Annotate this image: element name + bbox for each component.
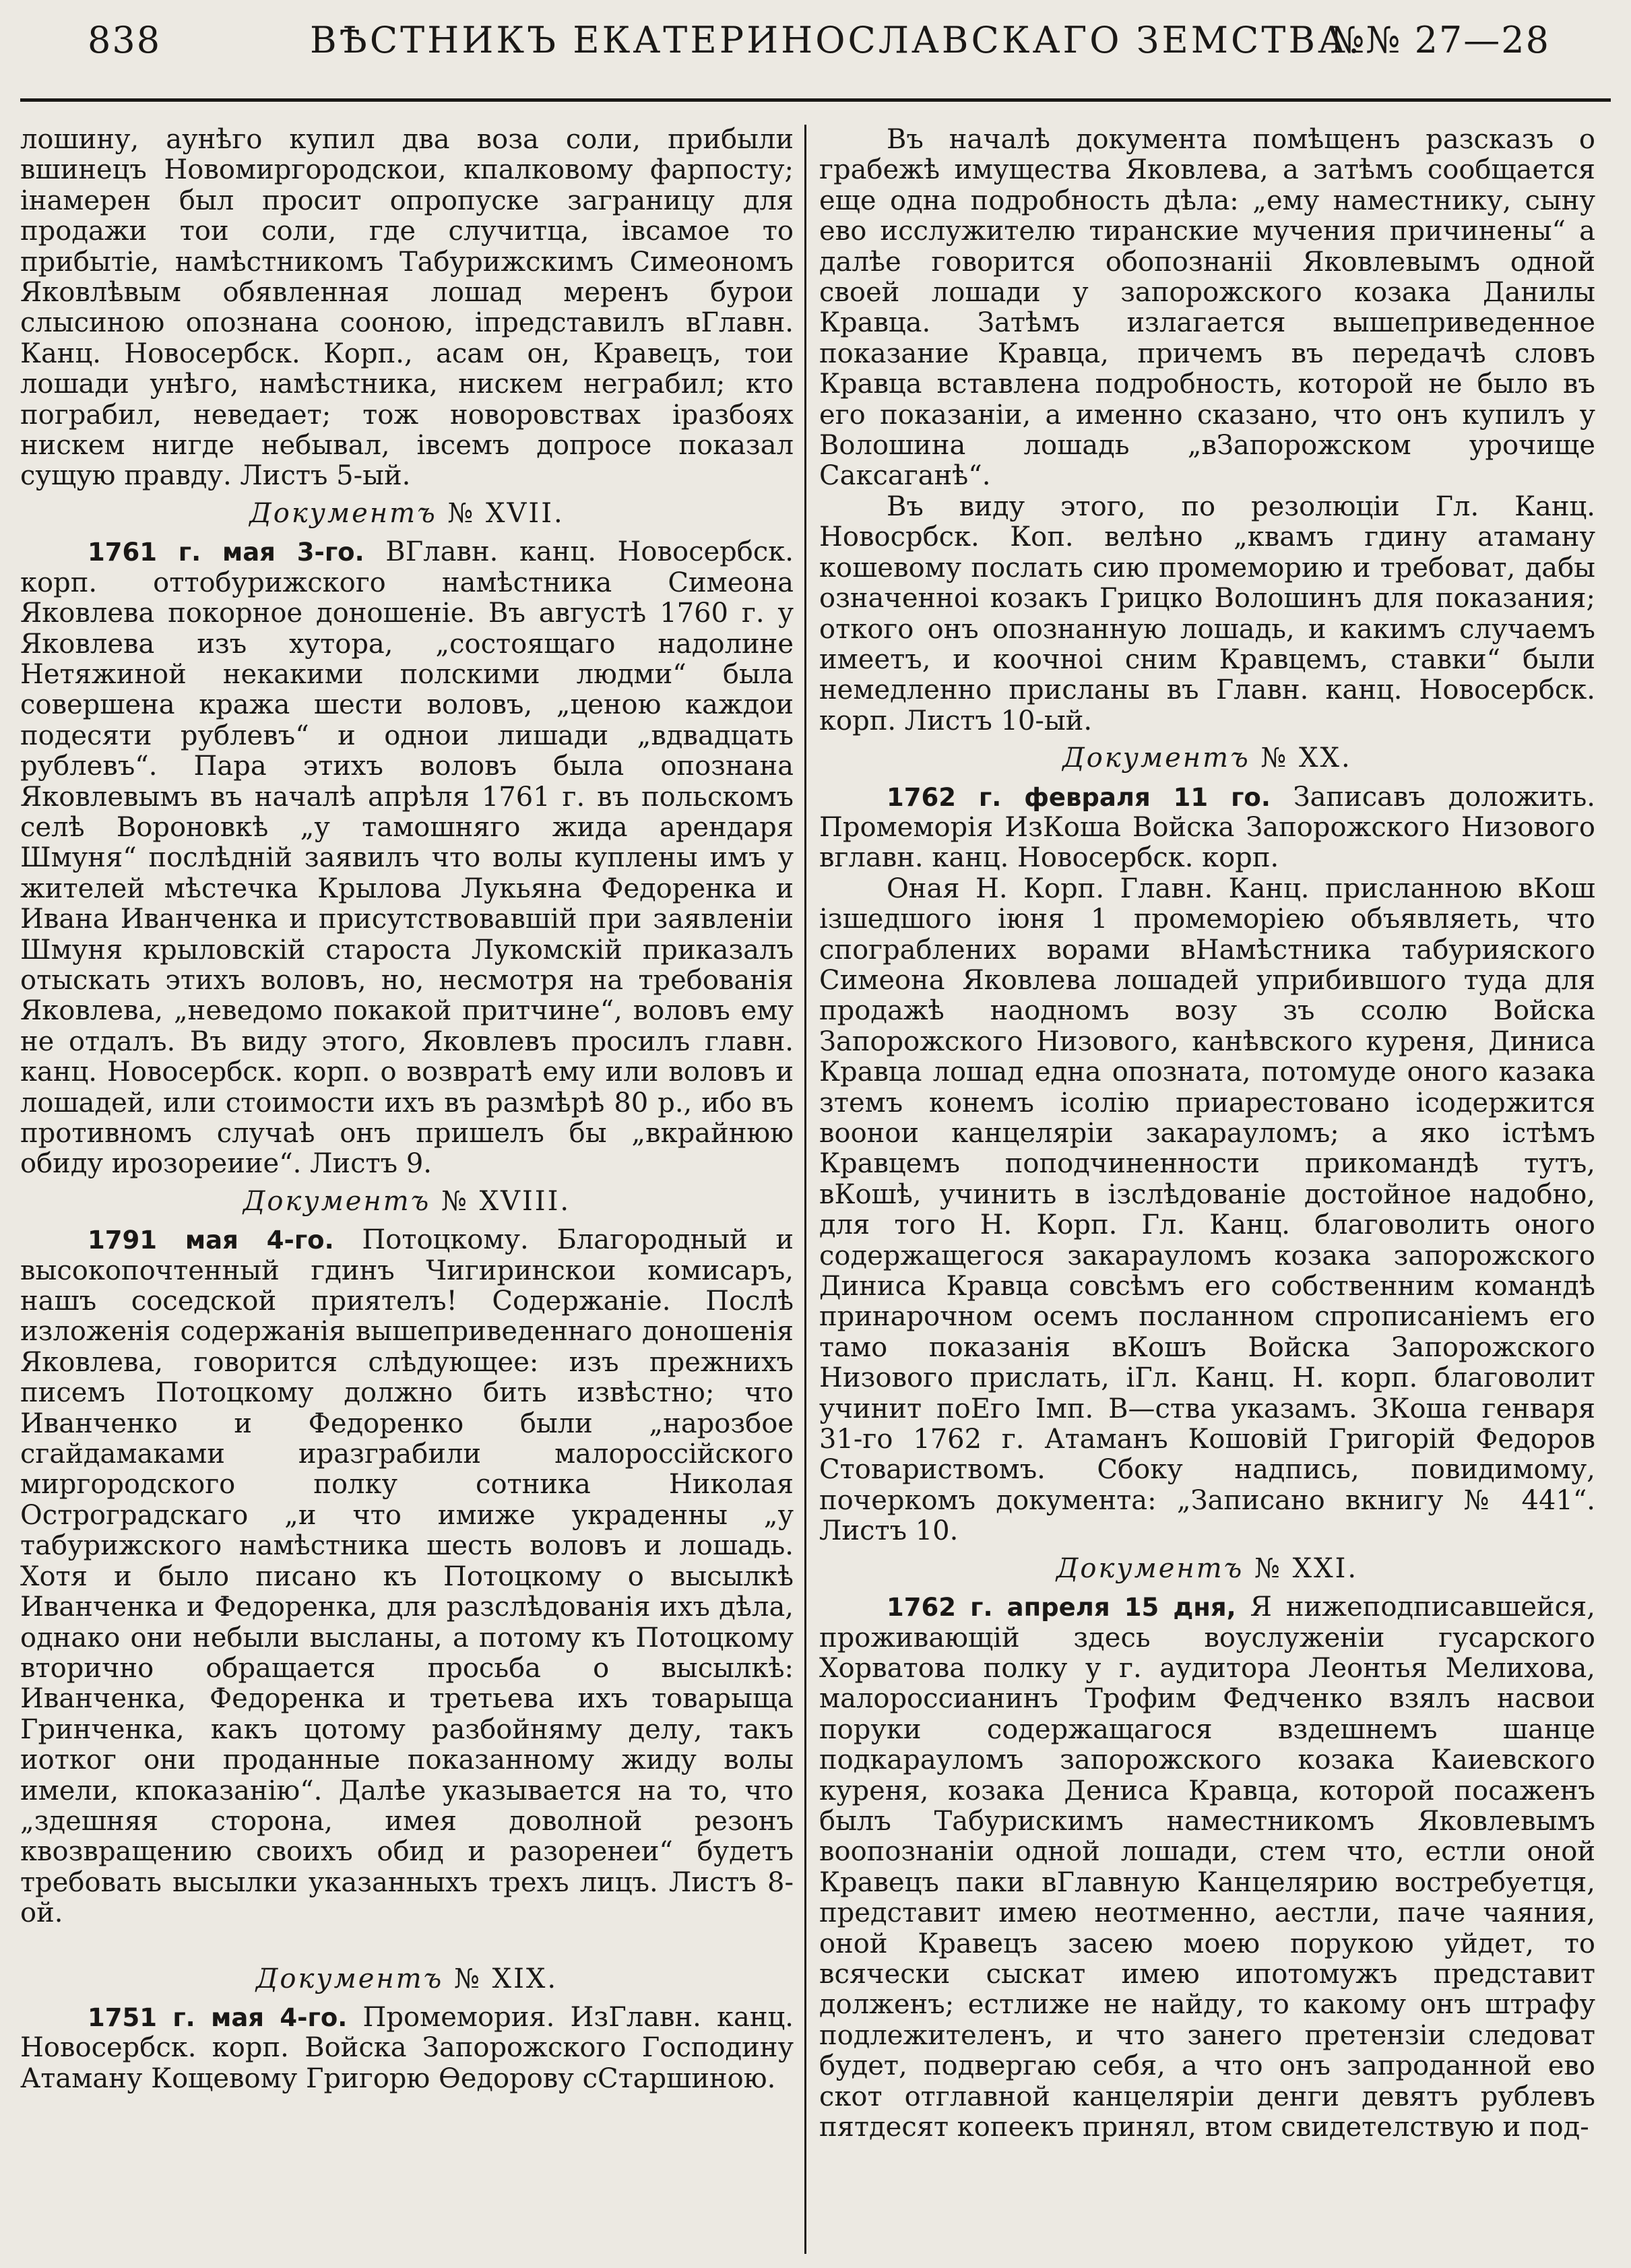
left-column xyxy=(20,125,794,2094)
document-20-intro: 1762 г. февраля 11 го. Записавъ доложить. Промеморiя ИзКоша Войска Запорожского Низового вглавн. канц. Новосербск. корп. xyxy=(819,781,1595,874)
document-20-date: 1762 г. февраля 11 го. xyxy=(887,782,1271,812)
document-20-body: Оная Н. Корп. Главн. Канц. присланною вКош ізшедшого іюня 1 промеморiею объявляеть, что спограблених ворами вНамѣстника табурияского Симеона Яковлева лошадей уприбившого туда для продажѣ наодномъ возу зъ ссолю Войска Запорожского Низового, канѣвского куреня, Диниса Кравца лошад една опозната, потомуде оного казака зтемъ конемъ ісолію приарестовано ісодержится воонои канцеляріи закарауломъ; а яко істѣмъ Кравцемъ поподчиненности прикомандѣ тутъ, вКошѣ, учинить в ізслѣдованіе достойное надобно, для того Н. Корп. Гл. Канц. благоволить оного содержащегося закарауломъ козака запорожского Диниса Кравца совсѣмъ его собственним командѣ принарочном осемъ посланном спрописанiемъ его тамо показанiя вКошъ Войска Запорожского Низового прислать, іГл. Канц. Н. корп. благоволит учинит поЕго Імп. В—ства указамъ. ЗКоша генваря 31-го 1762 г. Атаманъ Кошовій Григорій Федоров Стовариствомъ. Сбоку надпись, повидимому, почеркомъ документа: „Записано вкнигу № 441“. Листъ 10. xyxy=(819,873,1595,1547)
document-17-date: 1761 г. мая 3-го. xyxy=(88,538,364,567)
header-rule xyxy=(20,98,1611,102)
journal-title: ВѢСТНИКЪ ЕКАТЕРИНОСЛАВСКАГО ЗЕМСТВА. xyxy=(310,19,1363,61)
document-19-body: 1751 г. мая 4-го. Промемория. ИзГлавн. канц. Новосербск. корп. Войска Запорожского Господину Атаману Кощевому Григорю Өедорову сСтаршиною. xyxy=(20,2001,794,2094)
continued-paragraph: лошину, аунѣго купил два воза соли, прибыли вшинецъ Новомиргородскои, кпалковому фарпосту; інамерен был просит опропуске заграницу для продажи тои соли, где случитца, івсамое то прибытіе, намѣстникомъ Табурижскимъ Симеономъ Яковлѣвым обявленная лошад меренъ бурои слысиною опознана сооною, іпредставилъ вГлавн. Канц. Новосербск. Корп., асам он, Кравецъ, тои лошади унѣго, намѣстника, нискем неграбил; кто пограбил, неведает; тож новоровствах іразбоях нискем нигде небывал, івсемъ допросе показал сущую правду. Листъ 5-ый. xyxy=(20,124,794,492)
document-18-body: 1791 мая 4-го. Потоцкому. Благородный и высокопочтенный гдинъ Чигиринскои комисаръ, нашъ соседской приятелъ! Содержаніе. Послѣ изложенія содержанія вышеприведеннаго доношенія Яковлева, говорится слѣдующее: изъ прежнихъ писемъ Потоцкому должно бить извѣстно; что Иванченко и Федоренко были „нарозбое сгайдамаками иразграбили малороссійского миргородского полку сотника Николая Остроградскаго „и что имиже украденны „у табурижского намѣстника шесть воловъ и лошадь. Хотя и было писано къ Потоцкому о высылкѣ Иванченка и Федоренка, для разслѣдованія ихъ дѣла, однако они небыли высланы, а потому къ Потоцкому вторично обращается просьба о высылкѣ: Иванченка, Федоренка и третьева ихъ товарыща Гринченка, какъ цотому разбойняму делу, такъ иотког они проданные показанному жиду волы имели, кпоказанію“. Далѣе указывается на то, что „здешняя сторона, имея доволной резонъ квозвращению своихъ обид и разоренеи“ будетъ требовать высылки указанныхъ трехъ лицъ. Листъ 8-ой. xyxy=(20,1224,794,1929)
right-column xyxy=(819,125,1595,2143)
document-17-heading: Документъ № XVII. xyxy=(249,497,565,529)
document-21-heading: Документъ № XXI. xyxy=(1056,1552,1359,1584)
document-17-body: 1761 г. мая 3-го. ВГлавн. канц. Новосербск. корп. оттобурижского намѣстника Симеона Яковлева покорное доношеніе. Въ августѣ 1760 г. у Яковлева изъ хутора, „состоящаго надолине Нетяжиной некакими полскими людми“ была совершена кража шести воловъ, „ценою каждои подесяти рублевъ“ и однои лишади „вдвадцать рублевъ“. Пара этихъ воловъ была опознана Яковлевымъ въ началѣ апрѣля 1761 г. въ польскомъ селѣ Вороновкѣ „у тамошняго жида арендаря Шмуня“ послѣдній заявилъ что волы куплены имъ у жителей мѣстечка Крылова Лукьяна Федоренка и Ивана Иванченка и присутствовавшій при заявленіи Шмуня крыловскій староста Лукомскій приказалъ отыскать этихъ воловъ, но, несмотря на требованія Яковлева, „неведомо покакой притчине“, воловъ ему не отдалъ. Въ виду этого, Яковлевъ просилъ главн. канц. Новосербск. корп. о возвратѣ ему или воловъ и лошадей, или стоимости ихъ въ размѣрѣ 80 р., ибо въ противномъ случаѣ онъ пришелъ бы „вкрайнюю обиду ирозореиие“. Листъ 9. xyxy=(20,536,794,1180)
document-20-heading: Документъ № XX. xyxy=(1062,743,1352,774)
document-21-date: 1762 г. апреля 15 дня, xyxy=(887,1593,1236,1623)
column-divider xyxy=(804,125,806,2254)
document-18-date: 1791 мая 4-го. xyxy=(88,1226,334,1255)
document-19-date: 1751 г. мая 4-го. xyxy=(88,2003,348,2032)
document-19-heading: Документъ № XIX. xyxy=(255,1963,558,1994)
document-18-heading: Документъ № XVIII. xyxy=(243,1185,571,1217)
running-header xyxy=(0,0,1631,101)
document-21-body: 1762 г. апреля 15 дня, Я нижеподписавшейся, проживающій здесь воуслуженiи гусарского Хорватова полку у г. аудитора Леонтья Мелихова, малороссианинъ Трофим Федченко взялъ насвои поруки содержащагося вздешнемъ шанце подкарауломъ запорожского козака Каиевского куреня, козака Дениса Кравца, которой посаженъ былъ Табурискимъ наместникомъ Яковлевымъ воопознанiи одной лошади, стем что, естли оной Кравецъ паки вГлавную Канцелярию востребуетця, представит имею неотменно, аестли, паче чаяния, оной Кравецъ засею моею порукою уйдет, то всячески сыскат имею ипотомужъ представит долженъ; естлиже не найду, то какому онъ штрафу подлежителенъ, и что занего претензіи следоват будет, подвергаю себя, а что онъ запроданной ево скот отглавной канцеляріи денги девятъ рублевъ пятдесят копеекъ принял, втом свидетелствую и под- xyxy=(819,1592,1596,2143)
document-19-summary: Въ началѣ документа помѣщенъ разсказъ о грабежѣ имущества Яковлева, а затѣмъ сообщается еще одна подробность дѣла: „ему наместнику, сыну ево исслужителю тиранские мучения причинены“ а далѣе говорится обопознанii Яковлевымъ одной своей лошади у запорожского козака Данилы Кравца. Затѣмъ излагается вышеприведенное показание Кравца, причемъ въ передачѣ словъ Кравца вставлена подробность, которой не было въ его показанiи, а именно сказано, что онъ купилъ у Волошина лошадь „вЗапорожском урочище Саксаганѣ“. xyxy=(819,124,1595,492)
issue-number: №№ 27—28 xyxy=(1330,19,1550,61)
page-number: 838 xyxy=(88,19,162,61)
document-19-resolution: Въ виду этого, по резолюцiи Гл. Канц. Новосрбск. Коп. велѣно „квамъ гдину атаману кошевому послать сию промеморию и требоват, дабы означенноi козакъ Грицко Волошинъ для показания; откого онъ опознанную лошадь, и какимъ случаемъ имеетъ, и коочноi сним Кравцемъ, ставки“ были немедленно присланы въ Главн. канц. Новосербск. корп. Листъ 10-ый. xyxy=(819,491,1595,736)
